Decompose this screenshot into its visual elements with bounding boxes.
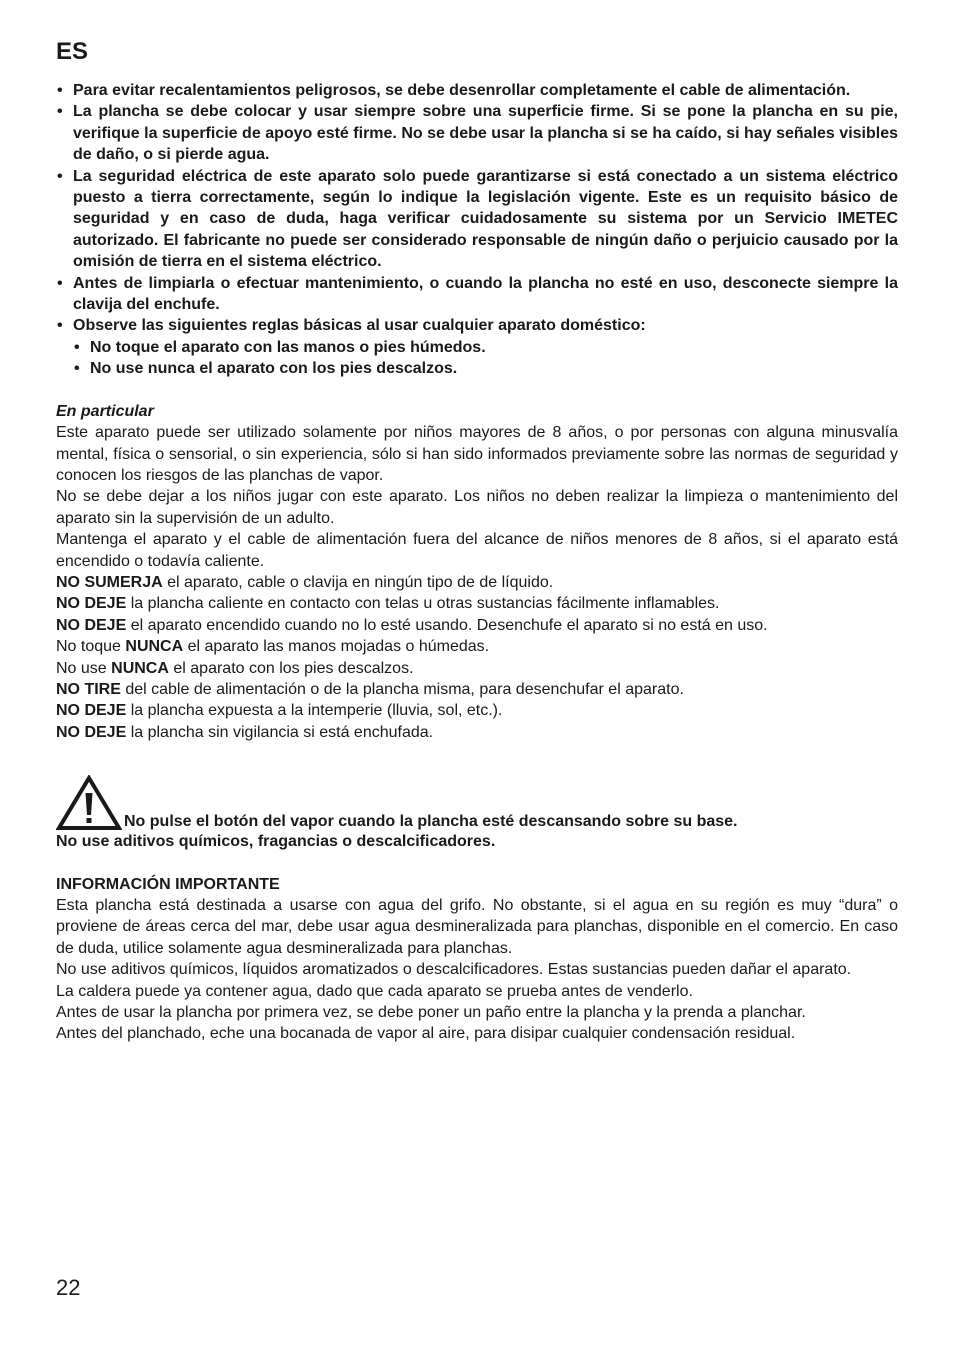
paragraph: Esta plancha está destinada a usarse con agua del grifo. No obstante, si el agua en su región es muy “dura” o proviene de áreas cerca del mar, debe usar agua desmineralizada para planchas, disponible en el comercio. En caso de duda, utilice solamente agua desmineralizada para planchas.	[56, 897, 898, 957]
paragraph: Mantenga el aparato y el cable de alimentación fuera del alcance de niños menores de 8 años, si el aparato está encendido o todavía caliente.	[56, 531, 898, 570]
language-code: ES	[56, 38, 89, 65]
important-section	[56, 874, 898, 1045]
bullet-item: • Antes de limpiarla o efectuar mantenimiento, o cuando la plancha no esté en uso, desconecte siempre la clavija del enchufe.	[56, 273, 898, 316]
bullet-text: Observe las siguientes reglas básicas al usar cualquier aparato doméstico:	[73, 317, 646, 335]
rule-line: NO DEJE la plancha sin vigilancia si está enchufada.	[56, 723, 434, 741]
paragraph: Este aparato puede ser utilizado solamente por niños mayores de 8 años, o por personas con alguna minusvalía mental, física o sensorial, o sin experiencia, sólo si han sido informados previamente sobre las normas de seguridad y conocen los riesgos de las planchas de vapor.	[56, 424, 898, 484]
important-heading: INFORMACIÓN IMPORTANTE	[56, 875, 280, 893]
rule-line: NO SUMERJA el aparato, cable o clavija en ningún tipo de de líquido.	[56, 573, 554, 591]
warning-block	[56, 775, 898, 852]
paragraph: No use aditivos químicos, líquidos aromatizados o descalcificadores. Estas sustancias pueden dañar el aparato.	[56, 961, 852, 979]
rule-line: NO DEJE el aparato encendido cuando no lo esté usando. Desenchufe el aparato si no está en uso.	[56, 616, 768, 634]
sub-bullets	[73, 337, 898, 380]
bullet-item: • La seguridad eléctrica de este aparato solo puede garantizarse si está conectado a un sistema eléctrico puesto a tierra correctamente, según lo indique la legislación vigente. Este es un requisito básico de seguridad y en caso de duda, haga verificar cuidadosamente su sistema por un Servicio IMETEC autorizado. El fabricante no puede ser considerado responsable de ningún daño o perjuicio causado por la omisión de tierra en el sistema eléctrico.	[56, 166, 898, 273]
rule-line: NO TIRE del cable de alimentación o de la plancha misma, para desenchufar el aparato.	[56, 680, 684, 698]
warning-text: No pulse el botón del vapor cuando la plancha esté descansando sobre su base.	[124, 812, 738, 830]
particular-section	[56, 401, 898, 744]
rule-line: No toque NUNCA el aparato las manos mojadas o húmedas.	[56, 638, 490, 656]
warning-text: No use aditivos químicos, fragancias o descalcificadores.	[56, 833, 496, 851]
particular-heading: En particular	[56, 402, 154, 420]
warning-triangle-icon	[56, 775, 122, 831]
bullet-item: • La plancha se debe colocar y usar siempre sobre una superficie firme. Si se pone la plancha en su pie, verifique la superficie de apoyo esté firme. No se debe usar la plancha si se ha caído, si hay señales visibles de daño, o si pierde agua.	[56, 101, 898, 165]
sub-bullet-item: • No use nunca el aparato con los pies descalzos.	[73, 358, 898, 379]
rule-line: NO DEJE la plancha caliente en contacto con telas u otras sustancias fácilmente inflamables.	[56, 595, 720, 613]
bullet-item	[56, 315, 898, 379]
paragraph: No se debe dejar a los niños jugar con este aparato. Los niños no deben realizar la limpieza o mantenimiento del aparato sin la supervisión de un adulto.	[56, 488, 898, 527]
paragraph: Antes del planchado, eche una bocanada de vapor al aire, para disipar cualquier condensación residual.	[56, 1025, 796, 1043]
paragraph: Antes de usar la plancha por primera vez, se debe poner un paño entre la plancha y la prenda a planchar.	[56, 1004, 806, 1022]
page-content	[56, 80, 898, 1045]
page-number: 22	[56, 1275, 81, 1300]
rule-line: NO DEJE la plancha expuesta a la intemperie (lluvia, sol, etc.).	[56, 702, 503, 720]
sub-bullet-item: • No toque el aparato con las manos o pies húmedos.	[73, 337, 898, 358]
paragraph: La caldera puede ya contener agua, dado que cada aparato se prueba antes de venderlo.	[56, 982, 693, 1000]
safety-bullets	[56, 80, 898, 380]
rule-line: No use NUNCA el aparato con los pies descalzos.	[56, 659, 414, 677]
bullet-item: • Para evitar recalentamientos peligrosos, se debe desenrollar completamente el cable de alimentación.	[56, 80, 898, 101]
